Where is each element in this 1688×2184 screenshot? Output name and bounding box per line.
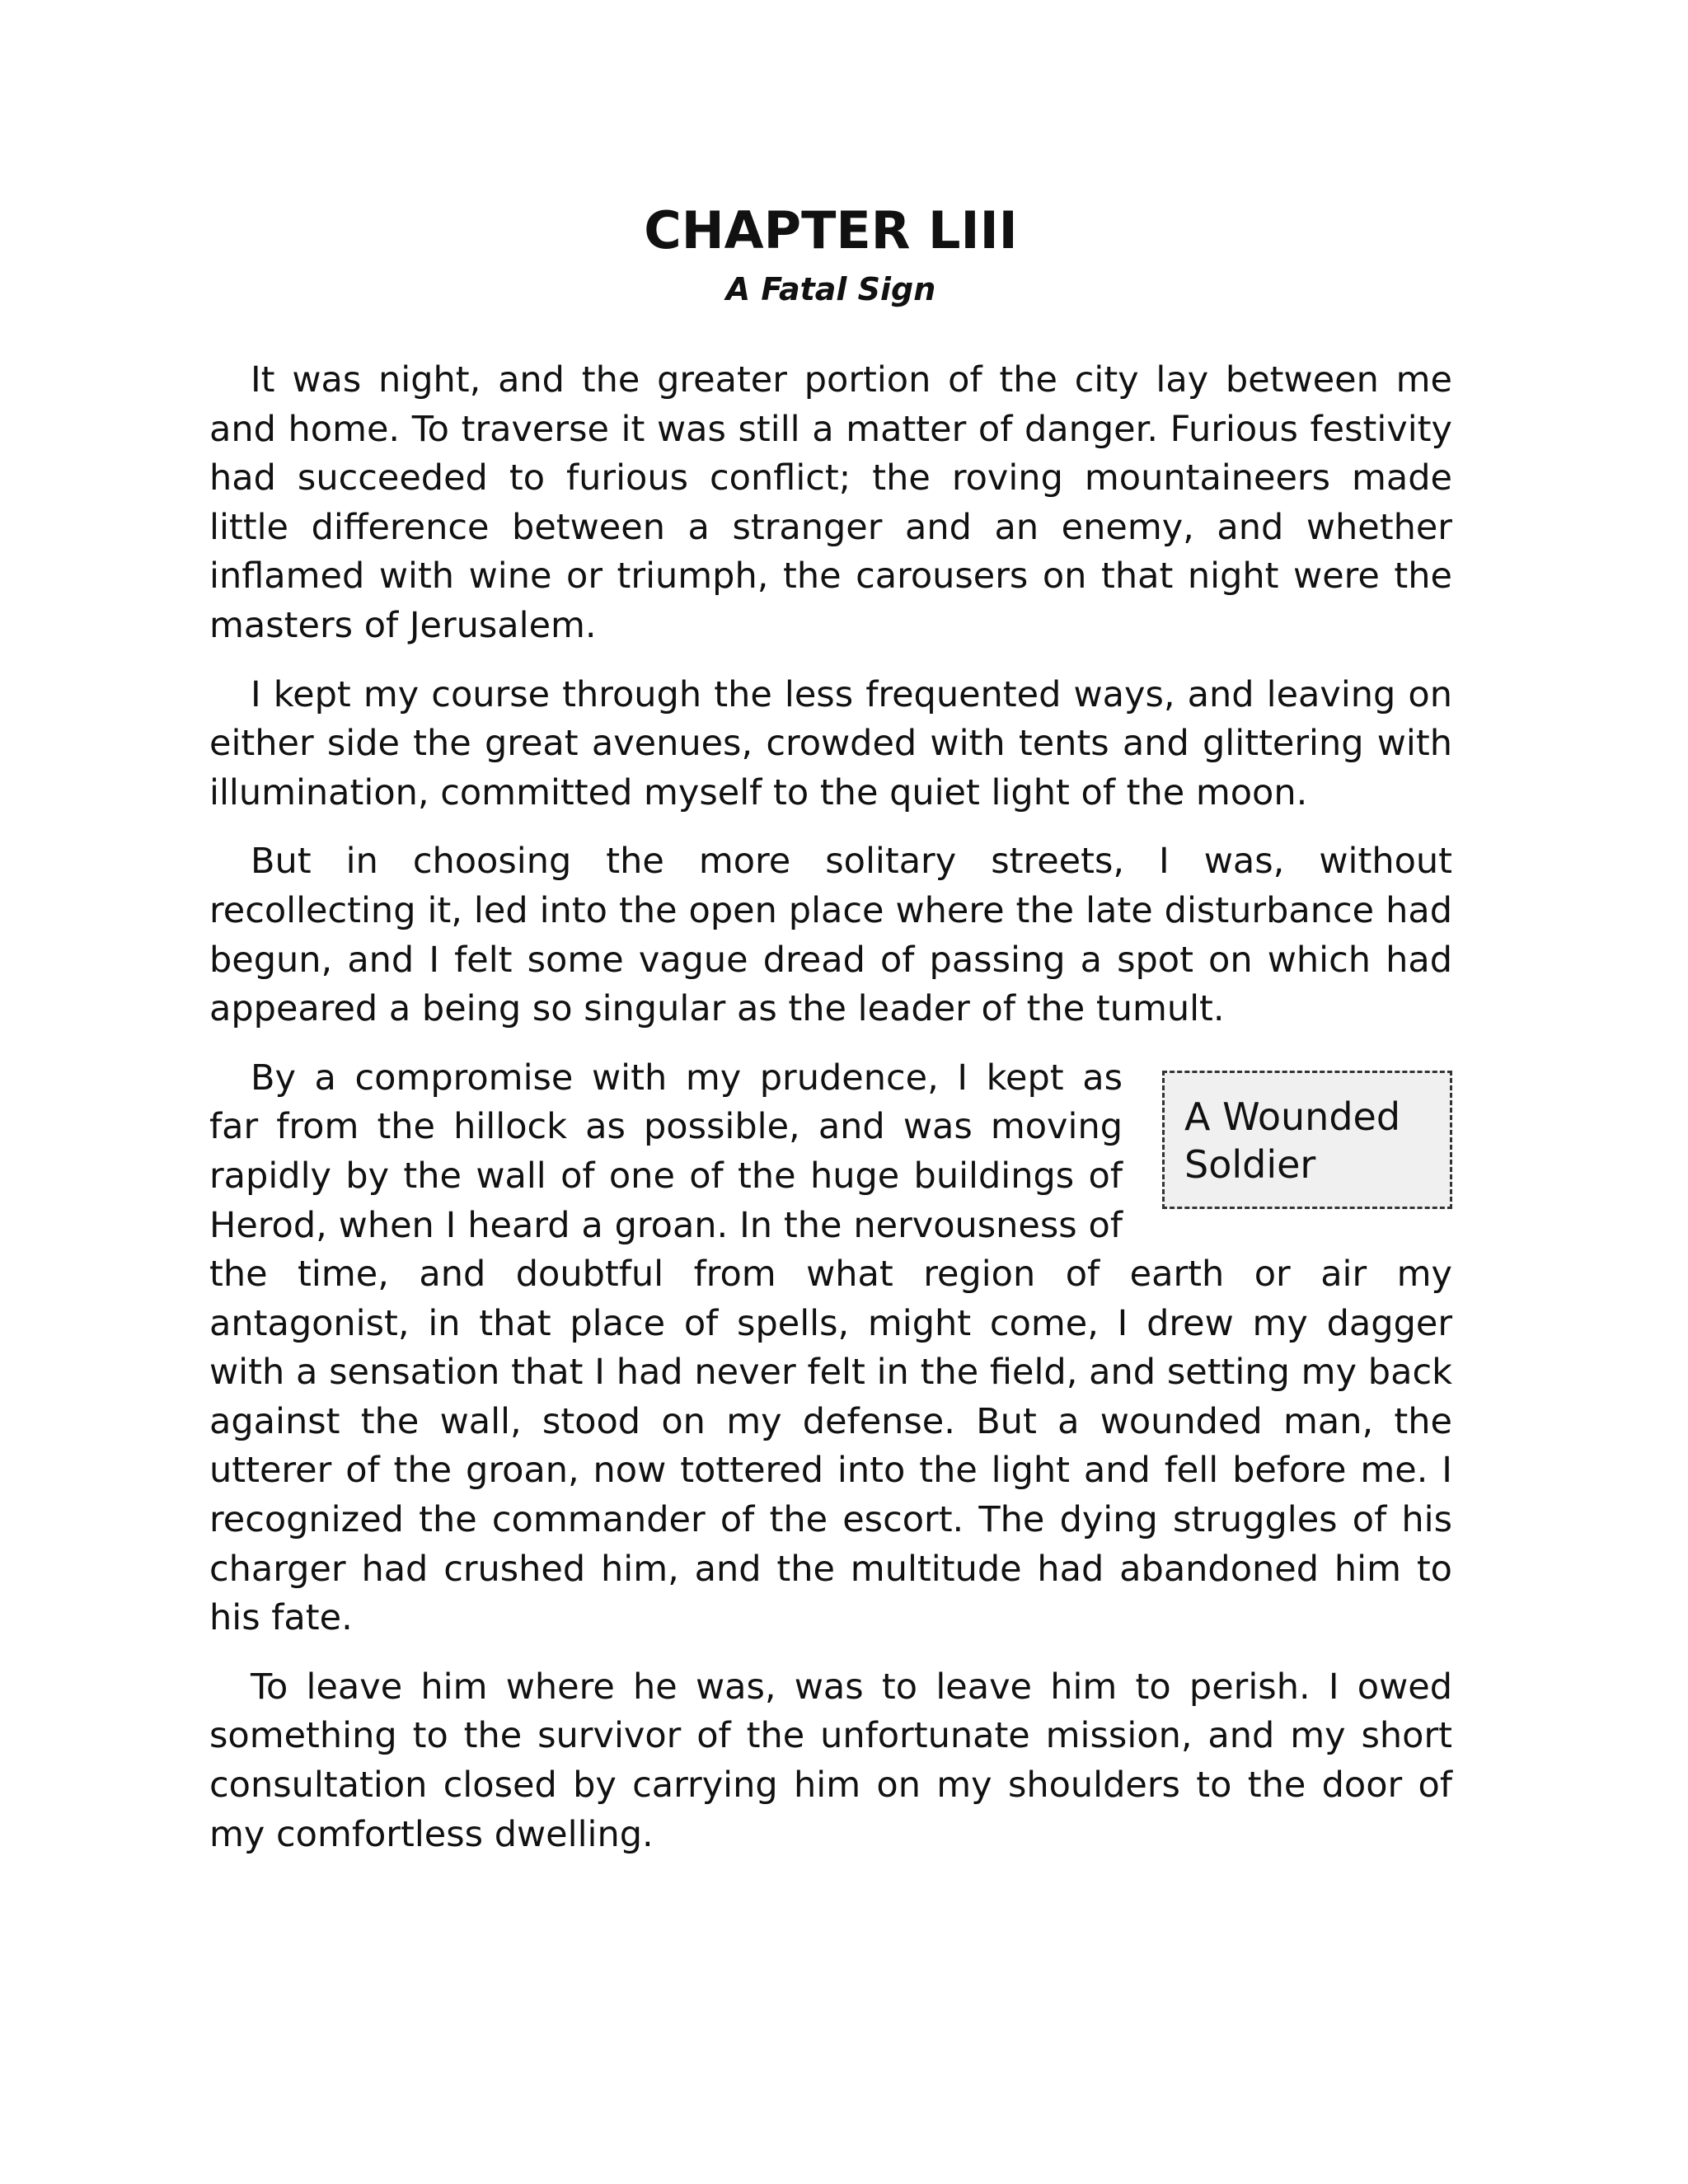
paragraph-5: To leave him where he was, was to leave him to perish. I owed something to the survivor of the unfortunate mission, and my short consultation closed by carrying him on my shoulders to the door of my comfortless dwelling. [209,1666,1452,1855]
paragraph-2: I kept my course through the less frequented ways, and leaving on either side the great avenues, crowded with tents and glittering with illumination, committed myself to the quiet light of the moon. [209,673,1452,813]
paragraph-3: But in choosing the more solitary streets, I was, without recollecting it, led into the open place where the late disturbance had begun, and I felt some vague dread of passing a spot on which had appeared a being so singular as the leader of the tumult. [209,841,1452,1030]
paragraph-4: By a compromise with my prudence, I kept as far from the hillock as possible, and was moving rapidly by the wall of one of the huge buildings of Herod, when I heard a groan. In the nervousness of the time, and doubtful from what region of earth or air my antagonist, in that place of spells, might come, I drew my dagger with a sensation that I had never felt in the field, and setting my back against the wall, stood on my defense. But a wounded man, the utterer of the groan, now tottered into the light and fell before me. I recognized the commander of the escort. The dying struggles of his charger had crushed him, and the multitude had abandoned him to his fate. [209,1057,1452,1639]
book-page [209,198,1452,1879]
illustration-caption-box [1162,1071,1452,1209]
illustration-caption: A Wounded Soldier [1184,1094,1401,1187]
chapter-title: CHAPTER LIII [644,200,1018,260]
chapter-body [209,356,1452,1859]
chapter-subtitle: A Fatal Sign [725,271,936,307]
paragraph-1: It was night, and the greater portion of the city lay between me and home. To traverse it was still a matter of danger. Furious festivity had succeeded to furious conflict; the roving mountaineers made little difference between a stranger and an enemy, and whether inflamed with wine or triumph, the carousers on that night were the masters of Jerusalem. [209,359,1452,646]
